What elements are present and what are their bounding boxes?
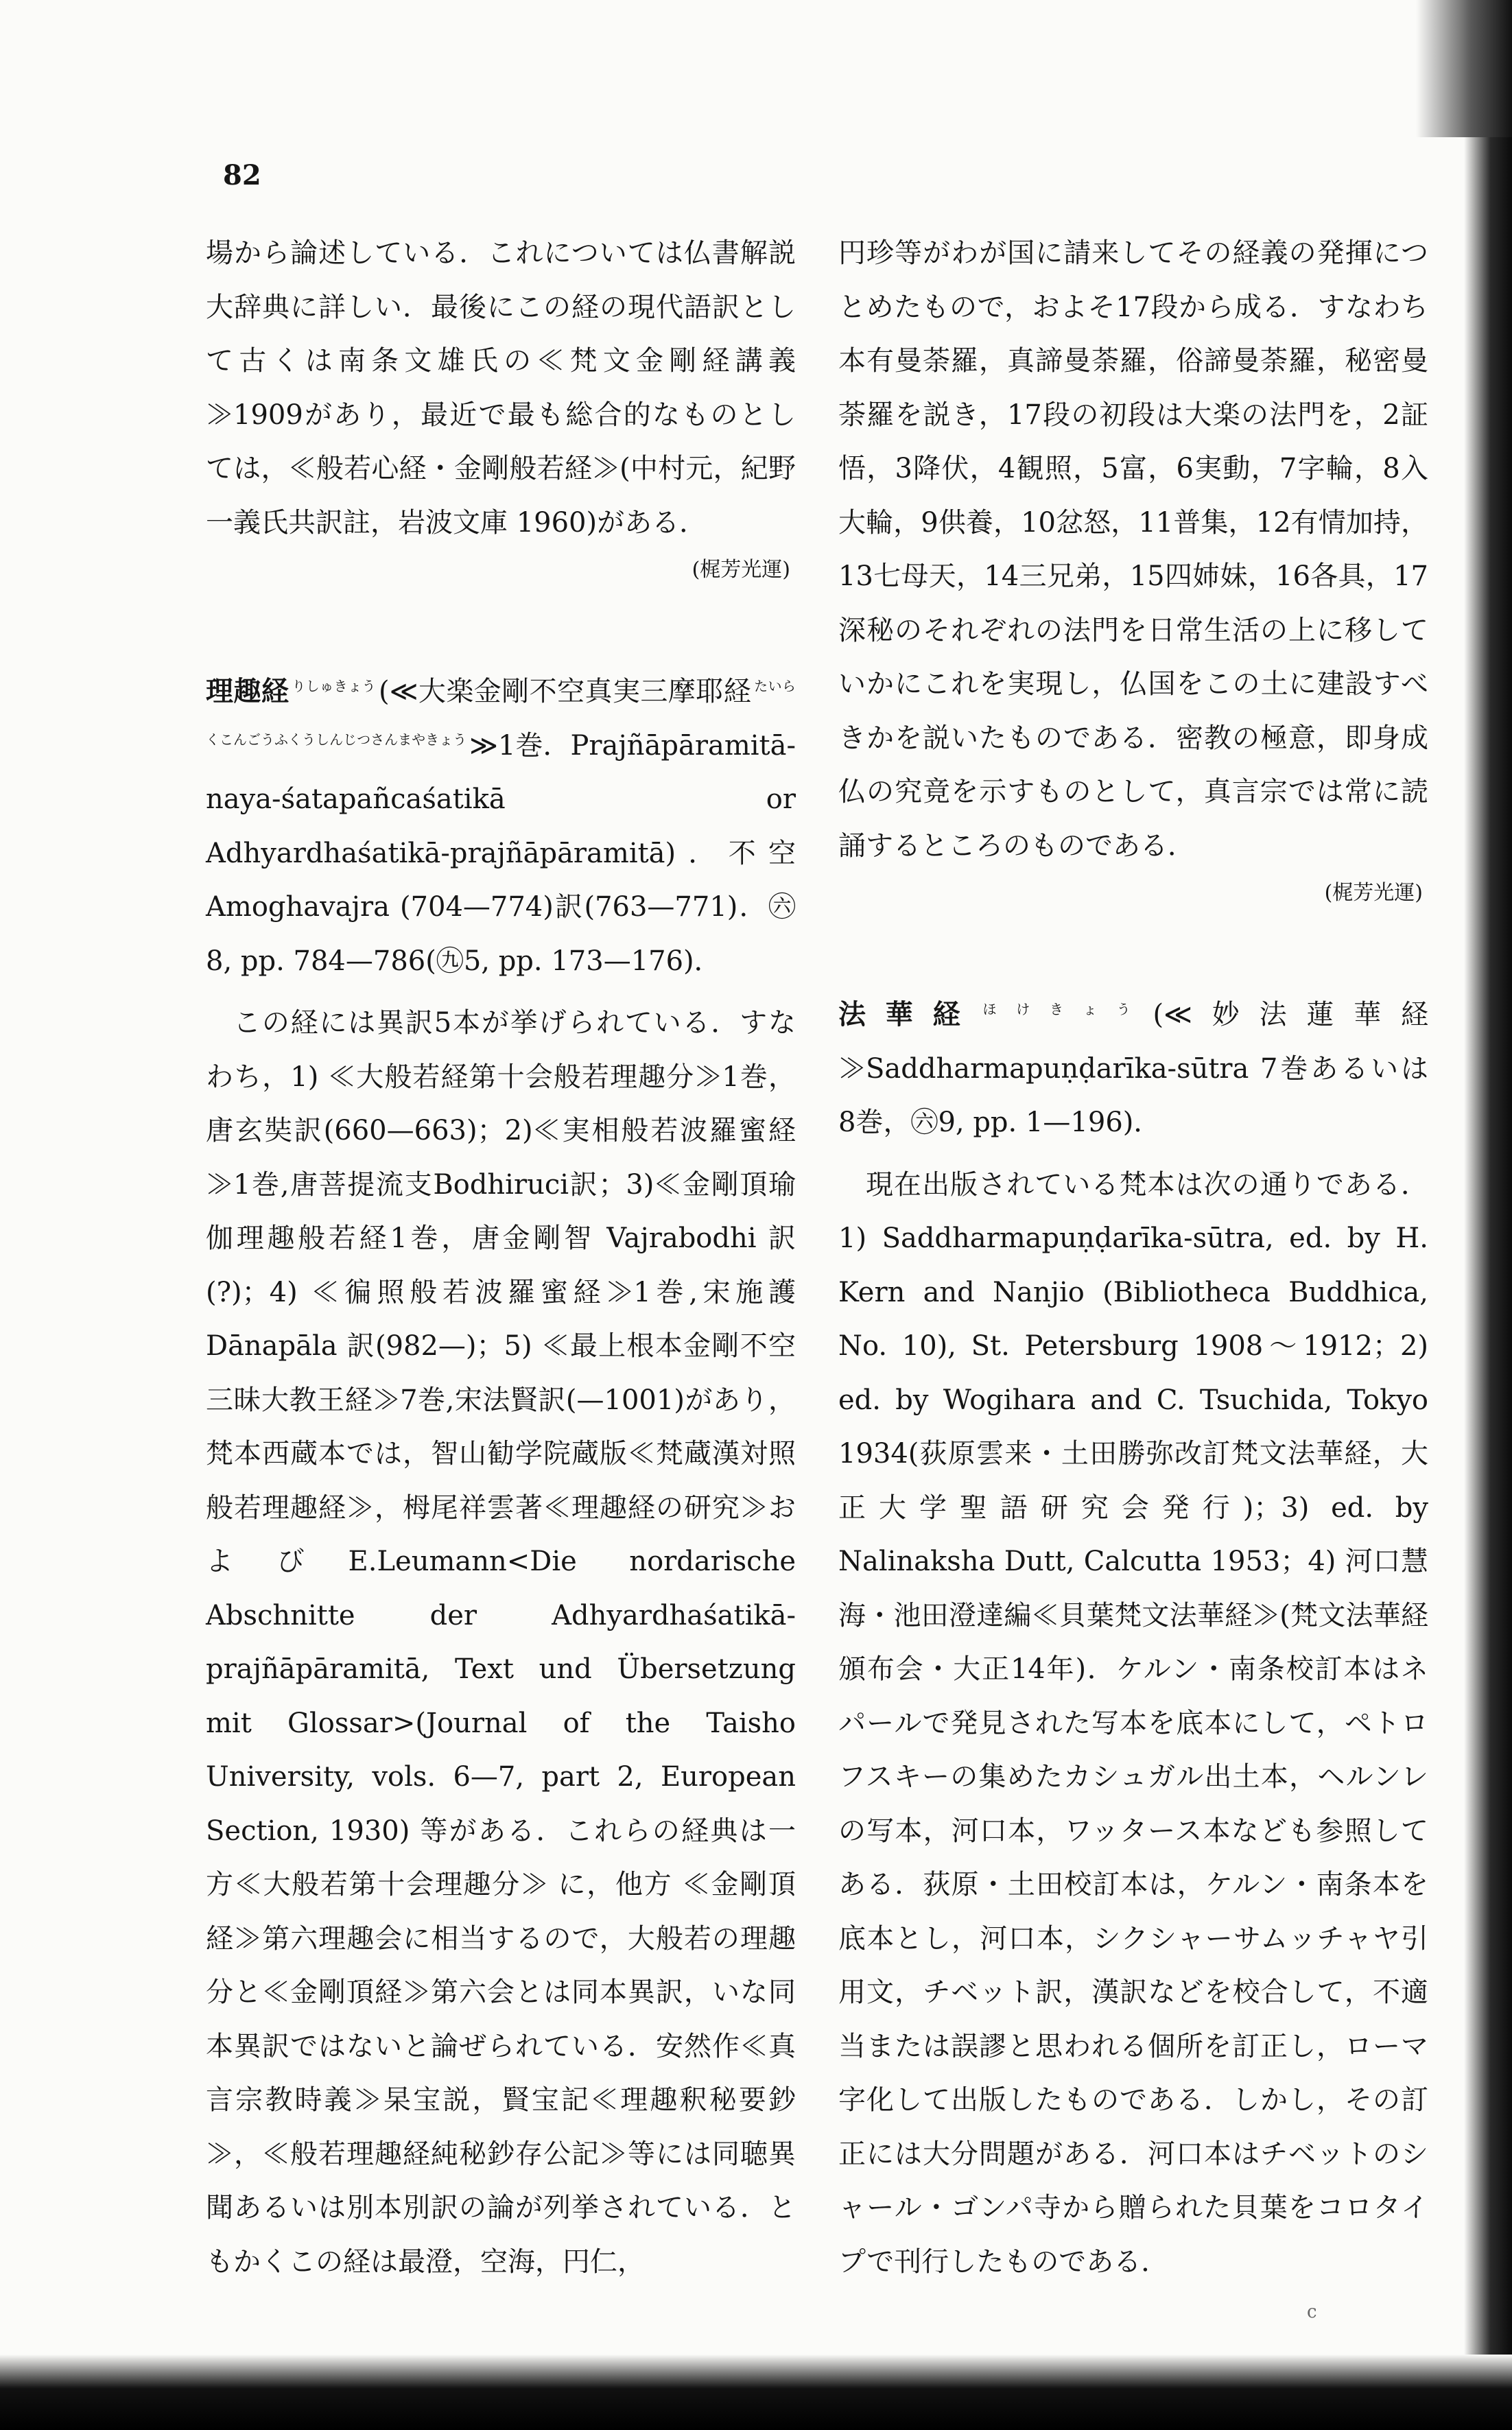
right-column [838,226,1428,2289]
section-gap [838,914,1428,988]
scan-shadow-bottom [0,2355,1512,2430]
stray-mark: c [1307,2302,1317,2322]
paragraph-gap [206,988,796,996]
entry-headword: 法華経 [838,998,980,1030]
headword-reading: りしゅきょう [292,677,376,694]
headword-reading: ほけきょう [982,1000,1150,1017]
intro-paragraph: 場から論述している．これについては仏書解説大辞典に詳しい．最後にこの経の現代語訳として古くは南条文雄氏の≪梵文金剛経講義≫1909があり，最近で最も総合的なものとしては，≪般若心経・金剛般若経≫(中村元，紀野一義氏共訳註，岩波文庫 1960)がある． [206,237,796,539]
entry-header-tail: ≫1巻．Prajñāpāramitā-naya-śatapañcaśatikā or Adhyardhaśatikā-prajñāpāramitā)．不空 Amoghavajra (704—774)訳(763—771)．㊅ 8, pp. 784—786(㊈5, pp. 173—176)． [206,729,796,977]
entry-hokekyo-header [838,988,1428,1150]
header-reading: たいらくこんごうふくうしんじつさんまやきょう [206,677,796,748]
section-gap [206,591,796,665]
author-credit: (梶芳光運) [692,558,790,582]
entry-header-text: (≪妙法蓮華経≫Saddharmapuṇḍarīka-sūtra 7巻あるいは 8巻，㊅9, pp. 1—196)． [838,999,1429,1138]
entry-header-text: (≪大楽金剛不空真実三摩耶経 [378,676,752,707]
entry-headword: 理趣経 [206,675,290,707]
entry-rishukyo-body: この経には異訳5本が挙げられている．すなわち，1) ≪大般若経第十会般若理趣分≫1巻，唐玄奘訳(660—663)；2)≪実相般若波羅蜜経≫1巻,唐菩提流支Bodhiruci訳；3)≪金剛頂瑜伽理趣般若経1巻，唐金剛智 Vajrabodhi 訳(?)；4) ≪徧照般若波羅蜜経≫1巻,宋施護 Dānapāla 訳(982—)；5) ≪最上根本金剛不空三昧大教王経≫7巻,宋法賢訳(—1001)があり，梵本西蔵本では，智山勧学院蔵版≪梵蔵漢対照般若理趣経≫，栂尾祥雲著≪理趣経の研究≫およびE.Leumann<Die nordarische Abschnitte der Adhyardhaśatikā-prajñāpāramitā, Text und Übersetzung mit Glossar>(Journal of the Taisho University, vols. 6—7, part 2, European Section, 1930) 等がある．これらの経典は一方≪大般若第十会理趣分≫ に，他方 ≪金剛頂経≫第六理趣会に相当するので，大般若の理趣分と≪金剛頂経≫第六会とは同本異訳，いな同本異訳ではないと論ぜられている．安然作≪真言宗教時義≫杲宝説，賢宝記≪理趣釈秘要鈔≫，≪般若理趣経純秘鈔存公記≫等には同聴異聞あるいは別本別訳の論が列挙されている．ともかくこの経は最澄，空海，円仁， [206,1007,796,2278]
scan-shadow-top-right [1416,0,1512,137]
author-credit: (梶芳光運) [1324,881,1423,905]
page-number: 82 [223,159,261,191]
left-column [206,226,796,2289]
continuation-paragraph: 円珍等がわが国に請来してその経義の発揮につとめたもので，およそ17段から成る．すなわち本有曼荼羅，真諦曼荼羅，俗諦曼荼羅，秘密曼荼羅を説き，17段の初段は大楽の法門を，2証悟，3降伏，4観照，5富，6実動，7字輪，8入大輪，9供養，10忿怒，11普集，12有情加持，13七母天，14三兄弟，15四姉妹，16各具，17深秘のそれぞれの法門を日常生活の上に移していかにこれを実現し，仏国をこの土に建設すべきかを説いたものである．密教の極意，即身成仏の究竟を示すものとして，真言宗では常に読誦するところのものである． [838,237,1428,862]
entry-hokekyo-body: 現在出版されている梵本は次の通りである．1) Saddharmapuṇḍarīka-sūtra, ed. by H. Kern and Nanjio (Bibliotheca Buddhica, No. 10), St. Petersburg 1908～1912；2) ed. by Wogihara and C. Tsuchida, Tokyo 1934(荻原雲来・土田勝弥改訂梵文法華経，大正大学聖語研究会発行)；3) ed. by Nalinaksha Dutt, Calcutta 1953；4) 河口慧海・池田澄達編≪貝葉梵文法華経≫(梵文法華経頒布会・大正14年)．ケルン・南条校訂本はネパールで発見された写本を底本にして，ペトロフスキーの集めたカシュガル出土本，ヘルンレの写本，河口本，ワッタース本なども参照してある．荻原・土田校訂本は，ケルン・南条本を底本とし，河口本，シクシャーサムッチャヤ引用文，チベット訳，漢訳などを校合して，不適当または誤謬と思われる個所を訂正し，ローマ字化して出版したものである．しかし，その訂正には大分問題がある．河口本はチベットのシャール・ゴンパ寺から贈られた貝葉をコロタイプで刊行したものである． [838,1168,1428,2278]
paragraph-gap [838,1150,1428,1158]
entry-rishukyo-header [206,665,796,988]
scan-shadow-right [1464,0,1512,2430]
